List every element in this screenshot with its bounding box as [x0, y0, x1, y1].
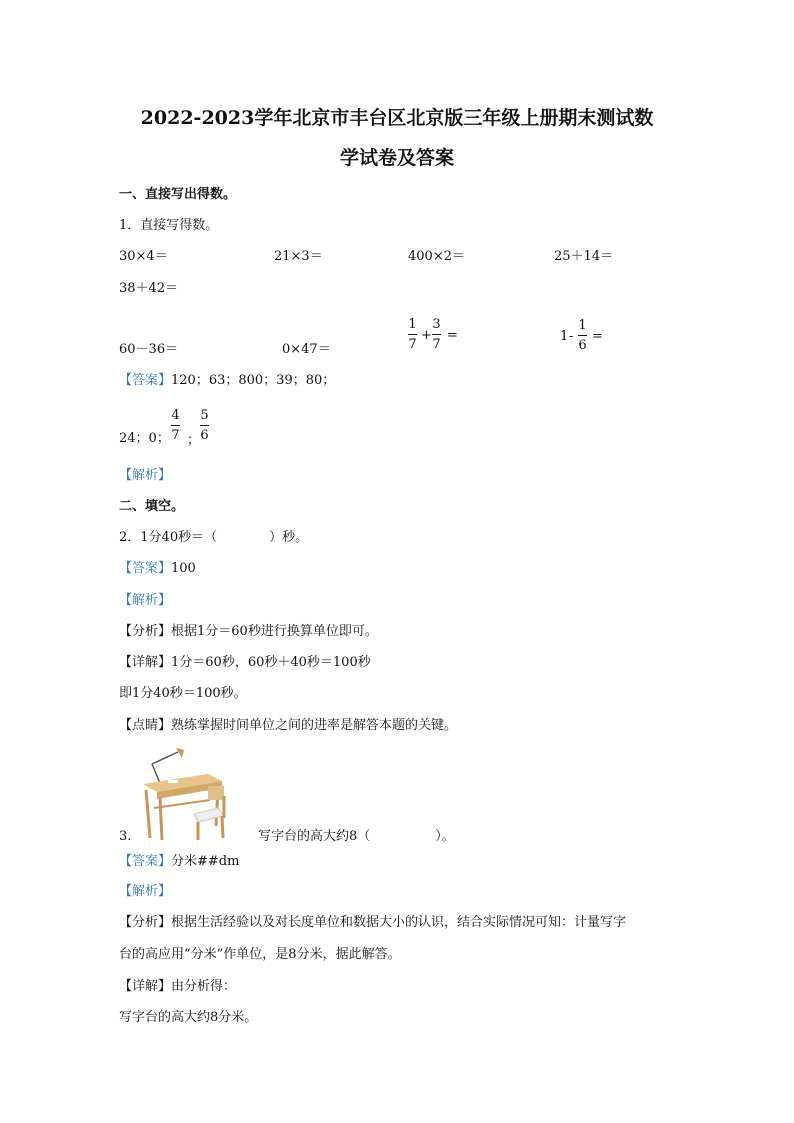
q2-conclusion: 即1分40秒＝100秒。: [119, 686, 247, 701]
q3-answer: [119, 854, 239, 870]
xiangjie-tag: 【详解】: [119, 655, 172, 670]
answer-tag: 【答案】: [119, 561, 172, 576]
q1-item: 38＋42＝: [119, 281, 179, 296]
q1-answer-2: 24；0；: [119, 431, 170, 446]
fenxi-tag: 【分析】: [119, 624, 172, 639]
q1-item: 21×3＝: [274, 249, 323, 264]
section-heading-1: 一、直接写出得数。: [119, 187, 237, 202]
denominator: 7: [408, 337, 417, 352]
numerator: 4: [171, 408, 180, 423]
answer-tag: 【答案】: [119, 854, 172, 869]
q2-xiangjie: [119, 655, 371, 671]
q2-analysis-tag: 【解析】: [119, 593, 172, 608]
dianjing-tag: 【点睛】: [119, 718, 172, 733]
q3-conclusion: 写字台的高大约8分米。: [119, 1010, 258, 1025]
numerator: 5: [200, 408, 209, 423]
operator: -: [569, 329, 574, 344]
q2-fenxi: [119, 624, 378, 640]
q3-fenxi-cont: 台的高应用“分米”作单位，是8分米，据此解答。: [119, 947, 401, 962]
separator: ；: [187, 433, 201, 448]
dianjing-text: 熟练掌握时间单位之间的进率是解答本题的关键。: [171, 718, 458, 733]
answer-text: 100: [171, 561, 196, 576]
doc-title-line2: 学试卷及答案: [339, 147, 454, 169]
operator: +: [421, 328, 432, 343]
desk-chair-image: [140, 746, 252, 842]
equals: =: [447, 328, 458, 343]
denominator: 7: [171, 428, 180, 443]
q1-item: 0×47＝: [282, 342, 331, 357]
denominator: 7: [432, 337, 441, 352]
answer-text: 120；63；800；39；80；: [171, 373, 336, 388]
doc-title-line1: 2022-2023学年北京市丰台区北京版三年级上册期末测试数: [140, 107, 654, 129]
answer-tag: 【答案】: [119, 373, 172, 388]
xiangjie-text: 1分＝60秒，60秒＋40秒＝100秒: [171, 655, 371, 670]
numerator: 3: [432, 317, 441, 332]
denominator: 6: [200, 428, 209, 443]
fenxi-tag: 【分析】: [119, 915, 172, 930]
q2-stem: 2．1分40秒＝（ ）秒。: [119, 530, 309, 545]
q3-stem: 写字台的高大约8（ ）。: [258, 829, 455, 844]
q1-item: 30×4＝: [119, 249, 168, 264]
q3-analysis-tag: 【解析】: [119, 884, 172, 899]
answer-fraction: [200, 408, 209, 443]
fenxi-text: 根据1分＝60秒进行换算单位即可。: [171, 624, 378, 639]
q1-item: 400×2＝: [408, 249, 465, 264]
xiangjie-tag: 【详解】: [119, 979, 172, 994]
q1-analysis-tag: 【解析】: [119, 468, 172, 483]
answer-fraction: [171, 408, 180, 443]
q1-answer: [119, 373, 335, 389]
numerator: 1: [578, 318, 587, 333]
q1-item: 60－36＝: [119, 342, 179, 357]
equals: =: [592, 329, 603, 344]
answer-text: 分米##dm: [171, 854, 240, 869]
section-heading-2: 二、填空。: [119, 499, 185, 514]
fenxi-text: 根据生活经验以及对长度单位和数据大小的认识，结合实际情况可知：计量写字: [171, 915, 627, 930]
q1-stem: 1．直接写得数。: [119, 218, 219, 233]
q3-xiangjie: [119, 979, 236, 995]
q1-item: 25＋14＝: [554, 249, 614, 264]
denominator: 6: [578, 338, 587, 353]
whole: 1: [560, 329, 569, 344]
q3-number: 3.: [119, 829, 132, 844]
q2-answer: [119, 561, 196, 577]
xiangjie-text: 由分析得：: [171, 979, 237, 994]
q3-fenxi: [119, 915, 626, 931]
q2-dianjing: [119, 718, 457, 734]
numerator: 1: [408, 317, 417, 332]
